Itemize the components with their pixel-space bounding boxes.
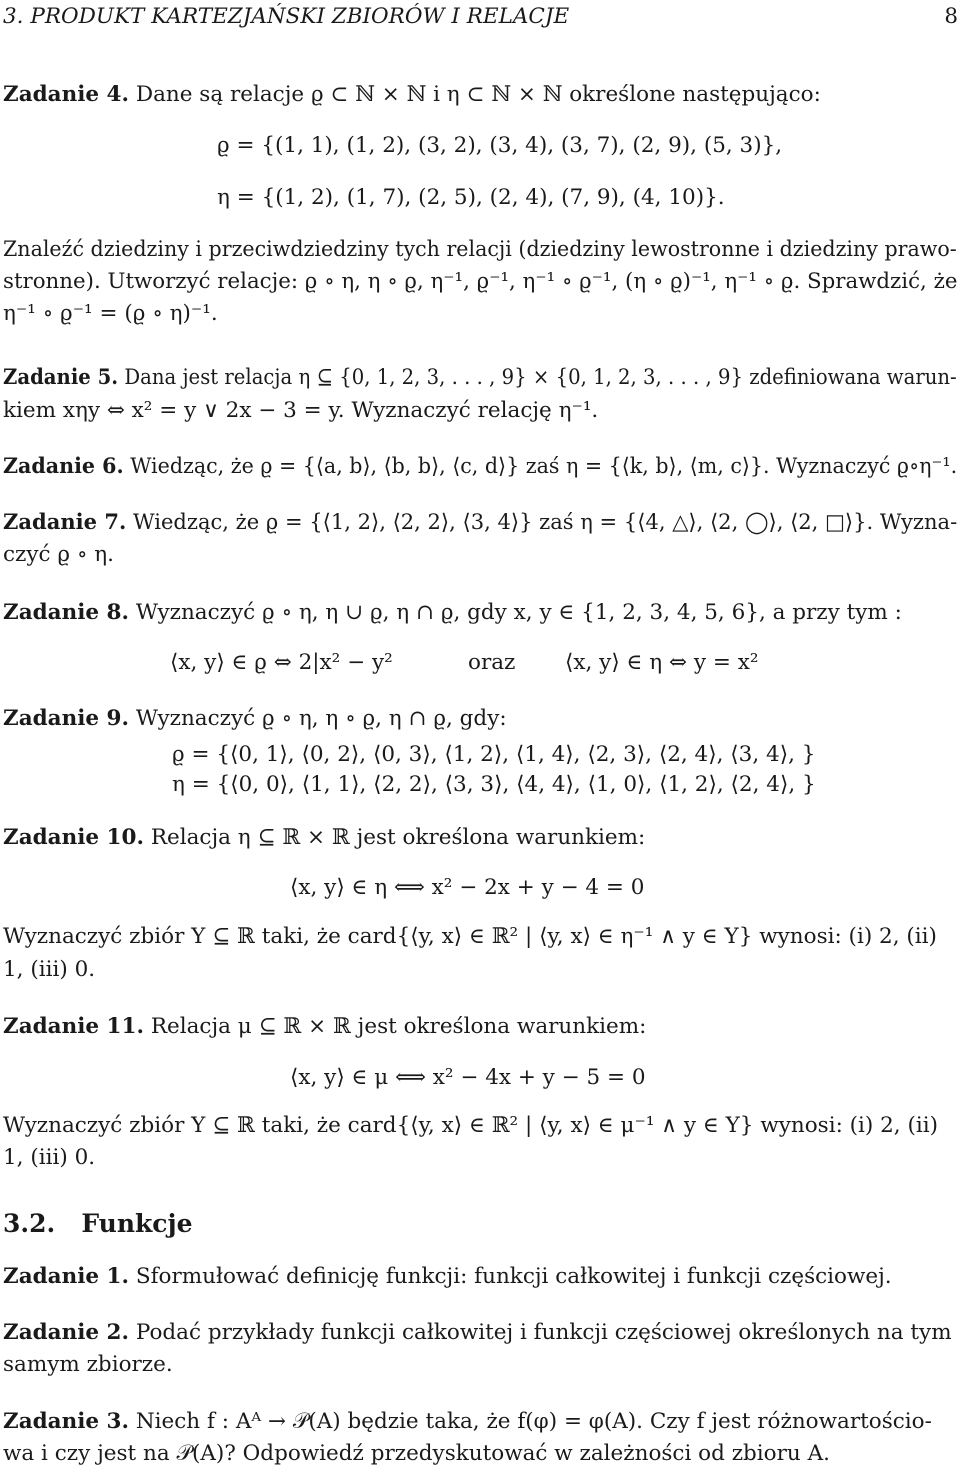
z9-eta: η = {⟨0, 0⟩, ⟨1, 1⟩, ⟨2, 2⟩, ⟨3, 3⟩, ⟨4, 4⟩, ⟨1, 0⟩, ⟨1, 2⟩, ⟨2, 4⟩, }	[172, 772, 816, 797]
f2-line-1: Zadanie 2. Podać przykłady funkcji całkowitej i funkcji częściowej określonych na tym	[3, 1320, 952, 1345]
f3-line-2: wa i czy jest na 𝒫(A)? Odpowiedź przedyskutować w zależności od zbioru A.	[3, 1441, 830, 1466]
z11-formula: ⟨x, y⟩ ∈ μ ⟺ x² − 4x + y − 5 = 0	[290, 1065, 646, 1090]
f3-line-1: Zadanie 3. Niech f : Aᴬ → 𝒫(A) będzie taka, że f(φ) = φ(A). Czy f jest różnowartościo-	[3, 1409, 932, 1434]
z10-line-1: Wyznaczyć zbiór Y ⊆ ℝ taki, że card{⟨y, x⟩ ∈ ℝ² | ⟨y, x⟩ ∈ η⁻¹ ∧ y ∈ Y} wynosi: (i) 2, (ii)	[3, 924, 937, 949]
z8-oraz: oraz	[468, 650, 516, 675]
z9-rho: ϱ = {⟨0, 1⟩, ⟨0, 2⟩, ⟨0, 3⟩, ⟨1, 2⟩, ⟨1, 4⟩, ⟨2, 3⟩, ⟨2, 4⟩, ⟨3, 4⟩, }	[172, 742, 816, 767]
z4-line-1: Znaleźć dziedziny i przeciwdziedziny tych relacji (dziedziny lewostronne i dziedziny prawo-	[3, 237, 957, 262]
z8-text: Zadanie 8. Wyznaczyć ϱ ∘ η, η ∪ ϱ, η ∩ ϱ, gdy x, y ∈ {1, 2, 3, 4, 5, 6}, a przy tym :	[3, 600, 902, 625]
z8-formula-eta: ⟨x, y⟩ ∈ η ⇔ y = x²	[565, 650, 759, 675]
f2-line-2: samym zbiorze.	[3, 1352, 173, 1377]
z4-eta-def: η = {(1, 2), (1, 7), (2, 5), (2, 4), (7, 9), (4, 10)}.	[217, 185, 725, 210]
z9-text: Zadanie 9. Wyznaczyć ϱ ∘ η, η ∘ ϱ, η ∩ ϱ, gdy:	[3, 706, 507, 731]
z4-line-3: η⁻¹ ∘ ϱ⁻¹ = (ϱ ∘ η)⁻¹.	[3, 301, 218, 326]
f1-text: Zadanie 1. Sformułować definicję funkcji: funkcji całkowitej i funkcji częściowej.	[3, 1264, 892, 1289]
z5-line-1: Zadanie 5. Dana jest relacja η ⊆ {0, 1, 2, 3, . . . , 9} × {0, 1, 2, 3, . . . , 9} zdefiniowana warun-	[3, 365, 957, 390]
z6-text: Zadanie 6. Wiedząc, że ϱ = {⟨a, b⟩, ⟨b, b⟩, ⟨c, d⟩} zaś η = {⟨k, b⟩, ⟨m, c⟩}. Wyznaczyć ϱ∘η⁻¹.	[3, 454, 958, 479]
z7-line-1: Zadanie 7. Wiedząc, że ϱ = {⟨1, 2⟩, ⟨2, 2⟩, ⟨3, 4⟩} zaś η = {⟨4, △⟩, ⟨2, ◯⟩, ⟨2, □⟩}. Wyzna-	[3, 510, 958, 535]
z4-line-2: stronne). Utworzyć relacje: ϱ ∘ η, η ∘ ϱ, η⁻¹, ϱ⁻¹, η⁻¹ ∘ ϱ⁻¹, (η ∘ ϱ)⁻¹, η⁻¹ ∘ ϱ. Sprawdzić, że	[3, 269, 958, 294]
z10-text: Zadanie 10. Relacja η ⊆ ℝ × ℝ jest określona warunkiem:	[3, 825, 646, 850]
z4-rho-def: ϱ = {(1, 1), (1, 2), (3, 2), (3, 4), (3, 7), (2, 9), (5, 3)},	[217, 133, 783, 158]
z10-line-2: 1, (iii) 0.	[3, 957, 96, 982]
z11-text: Zadanie 11. Relacja μ ⊆ ℝ × ℝ jest określona warunkiem:	[3, 1014, 647, 1039]
z11-line-1: Wyznaczyć zbiór Y ⊆ ℝ taki, że card{⟨y, x⟩ ∈ ℝ² | ⟨y, x⟩ ∈ μ⁻¹ ∧ y ∈ Y} wynosi: (i) 2, (ii)	[3, 1113, 939, 1138]
z4-intro: Zadanie 4. Dane są relacje ϱ ⊂ ℕ × ℕ i η ⊂ ℕ × ℕ określone następująco:	[3, 82, 821, 107]
z8-formula-rho: ⟨x, y⟩ ∈ ϱ ⇔ 2|x² − y²	[170, 650, 393, 675]
z11-line-2: 1, (iii) 0.	[3, 1145, 96, 1170]
section-heading: 3.2. Funkcje	[3, 1209, 193, 1238]
page-header	[3, 2, 958, 32]
z10-formula: ⟨x, y⟩ ∈ η ⟺ x² − 2x + y − 4 = 0	[290, 875, 645, 900]
z5-line-2: kiem xηy ⇔ x² = y ∨ 2x − 3 = y. Wyznaczyć relację η⁻¹.	[3, 398, 599, 423]
header-title: 3. PRODUKT KARTEZJAŃSKI ZBIORÓW I RELACJE	[3, 4, 570, 29]
z7-line-2: czyć ϱ ∘ η.	[3, 542, 114, 567]
page-number: 8	[944, 4, 958, 29]
